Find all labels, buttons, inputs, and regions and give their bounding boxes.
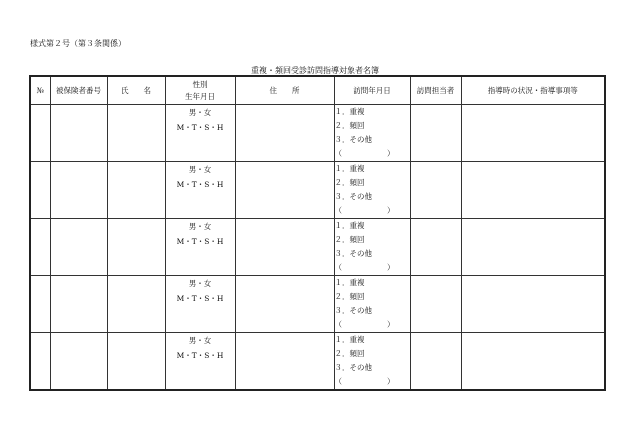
cell-notes[interactable] (461, 219, 605, 276)
cell-notes[interactable] (461, 162, 605, 219)
cell-address[interactable] (235, 162, 334, 219)
header-visit-date: 訪問年月日 (334, 76, 410, 105)
cell-no[interactable] (30, 105, 50, 162)
cell-gender-birthdate[interactable] (165, 333, 235, 391)
gender-options: 男・女 (188, 279, 212, 288)
other-paren (335, 261, 395, 275)
cell-notes[interactable] (461, 333, 605, 391)
gender-options: 男・女 (188, 336, 212, 345)
visit-option-duplicate: １．重複 (334, 278, 365, 287)
cell-no[interactable] (30, 219, 50, 276)
visit-option-frequent: ２．頻回 (334, 178, 365, 187)
visit-option-frequent: ２．頻回 (334, 121, 365, 130)
cell-visit-type[interactable] (334, 333, 410, 391)
cell-no[interactable] (30, 276, 50, 333)
visit-option-duplicate: １．重複 (334, 221, 365, 230)
header-name: 氏 名 (107, 76, 165, 105)
visit-option-frequent: ２．頻回 (334, 349, 365, 358)
cell-insured-number[interactable] (50, 276, 107, 333)
paren-open: （ (334, 149, 342, 158)
cell-visitor[interactable] (410, 333, 461, 391)
cell-name[interactable] (107, 276, 165, 333)
header-gender-birthdate (165, 76, 235, 105)
visit-option-duplicate: １．重複 (334, 164, 365, 173)
header-gender: 性別 (192, 79, 208, 89)
cell-address[interactable] (235, 105, 334, 162)
header-row (30, 76, 605, 105)
cell-gender-birthdate[interactable] (165, 105, 235, 162)
cell-address[interactable] (235, 333, 334, 391)
cell-visitor[interactable] (410, 219, 461, 276)
header-no: № (30, 76, 50, 105)
cell-notes[interactable] (461, 276, 605, 333)
header-birthdate: 生年月日 (185, 91, 215, 101)
paren-close: ） (387, 263, 395, 272)
paren-close: ） (387, 206, 395, 215)
cell-no[interactable] (30, 333, 50, 391)
visit-option-other: ３．その他 (334, 249, 372, 258)
table-row (30, 276, 605, 333)
era-options: M・T・S・H (176, 180, 224, 189)
cell-name[interactable] (107, 333, 165, 391)
visit-option-other: ３．その他 (334, 192, 372, 201)
cell-name[interactable] (107, 162, 165, 219)
era-options: M・T・S・H (176, 294, 224, 303)
target-register-table (29, 75, 606, 391)
table-row (30, 333, 605, 391)
era-options: M・T・S・H (176, 237, 224, 246)
register-body (30, 105, 605, 391)
table-row (30, 162, 605, 219)
cell-visitor[interactable] (410, 105, 461, 162)
document-title: 重複・頻回受診訪問指導対象者名簿 (251, 66, 379, 75)
cell-visitor[interactable] (410, 276, 461, 333)
cell-insured-number[interactable] (50, 105, 107, 162)
cell-notes[interactable] (461, 105, 605, 162)
cell-address[interactable] (235, 276, 334, 333)
paren-close: ） (387, 149, 395, 158)
cell-gender-birthdate[interactable] (165, 219, 235, 276)
visit-option-frequent: ２．頻回 (334, 292, 365, 301)
gender-options: 男・女 (188, 108, 212, 117)
paren-open: （ (334, 263, 342, 272)
header-address: 住 所 (235, 76, 334, 105)
table-row (30, 105, 605, 162)
header-insured-number: 被保険者番号 (50, 76, 107, 105)
paren-open: （ (334, 377, 342, 386)
cell-visit-type[interactable] (334, 105, 410, 162)
paren-open: （ (334, 206, 342, 215)
cell-gender-birthdate[interactable] (165, 162, 235, 219)
header-visitor: 訪問担当者 (410, 76, 461, 105)
cell-insured-number[interactable] (50, 333, 107, 391)
cell-visit-type[interactable] (334, 219, 410, 276)
visit-option-other: ３．その他 (334, 363, 372, 372)
cell-insured-number[interactable] (50, 219, 107, 276)
cell-name[interactable] (107, 219, 165, 276)
cell-visitor[interactable] (410, 162, 461, 219)
visit-option-frequent: ２．頻回 (334, 235, 365, 244)
other-paren (335, 147, 395, 161)
visit-option-other: ３．その他 (334, 135, 372, 144)
paren-open: （ (334, 320, 342, 329)
cell-address[interactable] (235, 219, 334, 276)
era-options: M・T・S・H (176, 123, 224, 132)
gender-options: 男・女 (188, 222, 212, 231)
header-notes: 指導時の状況・指導事項等 (461, 76, 605, 105)
cell-insured-number[interactable] (50, 162, 107, 219)
form-number-label: 様式第２号（第３条関係） (30, 39, 126, 48)
other-paren (335, 318, 395, 332)
paren-close: ） (387, 320, 395, 329)
cell-no[interactable] (30, 162, 50, 219)
other-paren (335, 375, 395, 389)
gender-options: 男・女 (188, 165, 212, 174)
cell-visit-type[interactable] (334, 276, 410, 333)
paren-close: ） (387, 377, 395, 386)
cell-visit-type[interactable] (334, 162, 410, 219)
table-row (30, 219, 605, 276)
cell-name[interactable] (107, 105, 165, 162)
visit-option-duplicate: １．重複 (334, 335, 365, 344)
era-options: M・T・S・H (176, 351, 224, 360)
other-paren (335, 204, 395, 218)
visit-option-other: ３．その他 (334, 306, 372, 315)
visit-option-duplicate: １．重複 (334, 107, 365, 116)
cell-gender-birthdate[interactable] (165, 276, 235, 333)
